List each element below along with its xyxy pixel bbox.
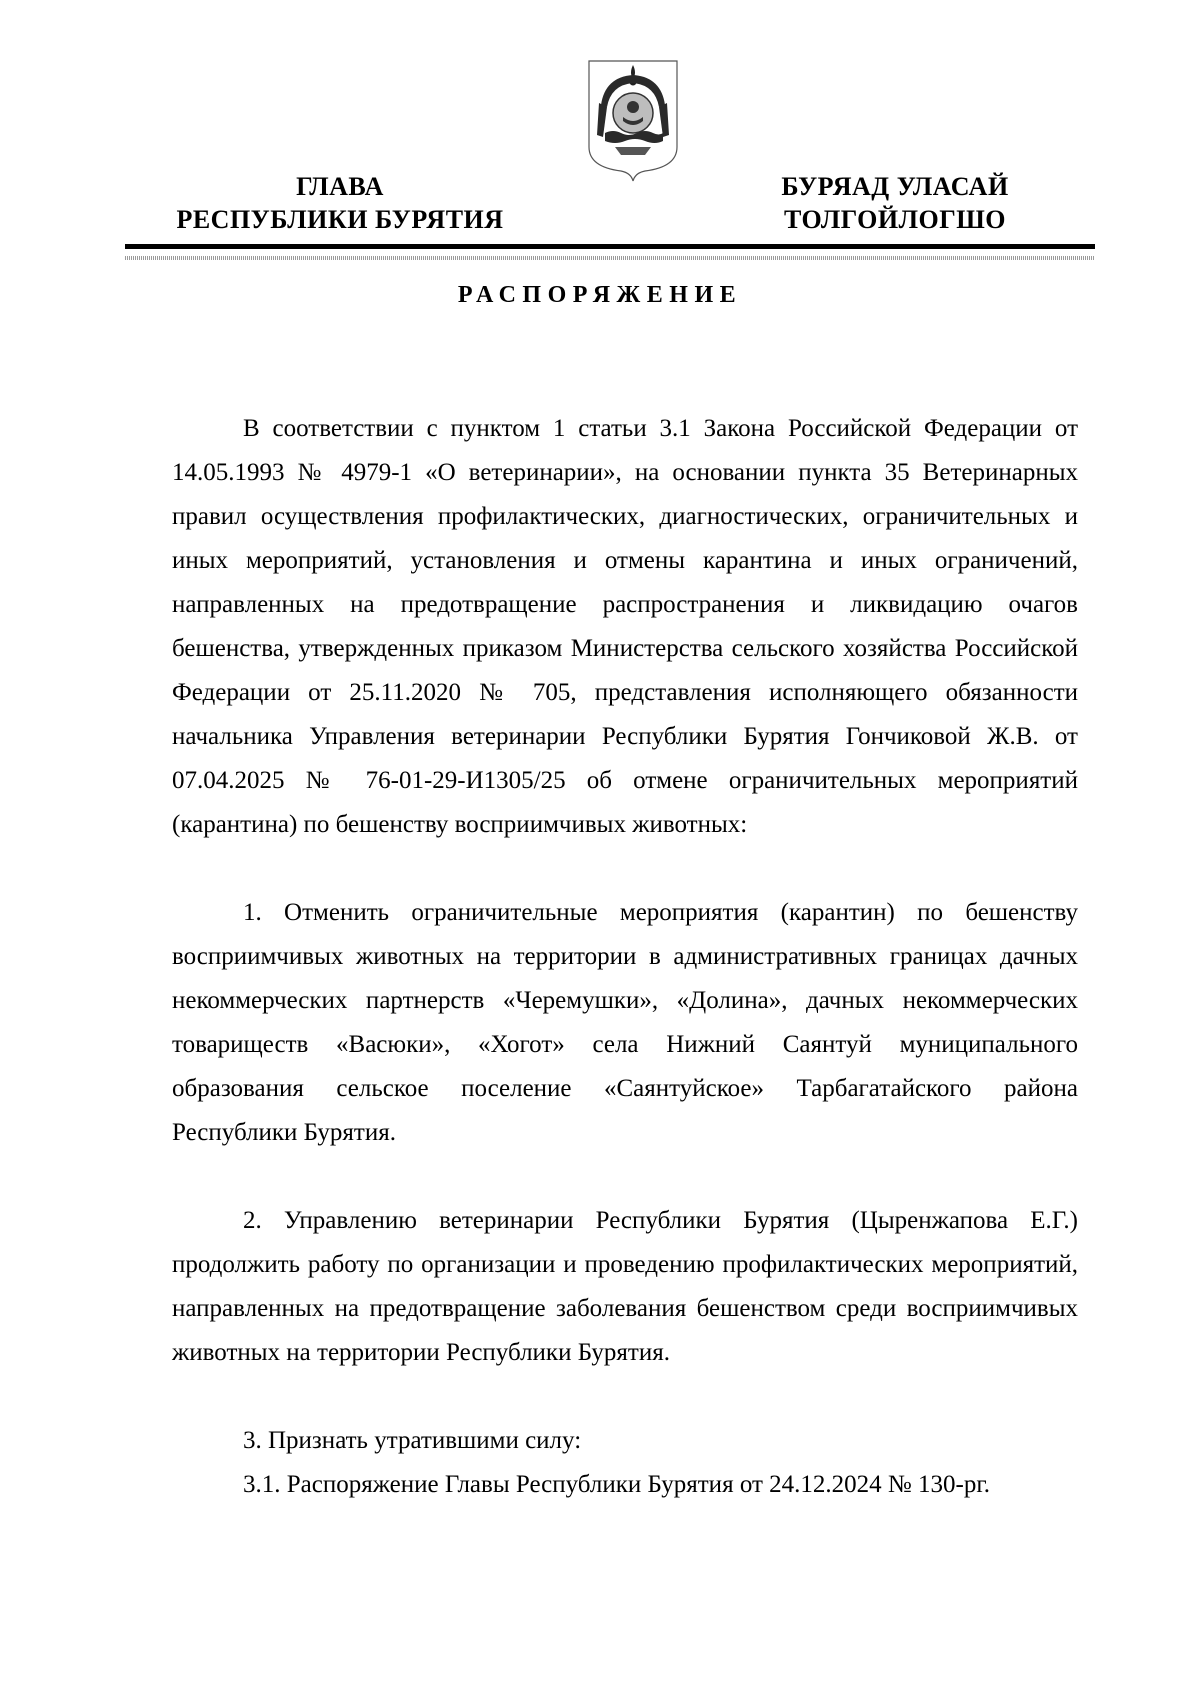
item-3-1-paragraph: 3.1. Распоряжение Главы Республики Бурятия от 24.12.2024 № 130-рг.: [243, 1471, 991, 1498]
header-right-line1: БУРЯАД УЛАСАЙ: [781, 172, 1009, 201]
header-divider-thin: [125, 256, 1095, 260]
item-1-paragraph: 1. Отменить ограничительные мероприятия (карантин) по бешенству восприимчивых животных на территории в административных границах дачных некоммерческих партнерств «Черемушки», «Долина», дачных некоммерческих товариществ «Васюки», «Хогот» села Нижний Саянтуй муниципального образования сельское поселение «Саянтуйское» Тарбагатайского района Республики Бурятия.: [172, 899, 1078, 1146]
header-divider-thick: [125, 244, 1095, 249]
item-2-paragraph: 2. Управлению ветеринарии Республики Бурятия (Цыренжапова Е.Г.) продолжить работу по организации и проведению профилактических мероприятий, направленных на предотвращение заболевания бешенством среди восприимчивых животных на территории Республики Бурятия.: [172, 1207, 1078, 1366]
header-right-line2: ТОЛГОЙЛОГШО: [783, 205, 1007, 234]
item-3-paragraph: 3. Признать утратившими силу:: [243, 1427, 582, 1454]
coat-of-arms-icon: [585, 55, 681, 183]
header-left-line2: РЕСПУБЛИКИ БУРЯТИЯ: [176, 205, 504, 234]
preamble-paragraph: В соответствии с пунктом 1 статьи 3.1 Закона Российской Федерации от 14.05.1993 № 4979-1 «О ветеринарии», на основании пункта 35 Ветеринарных правил осуществления профилактических, диагностических, ограничительных и иных мероприятий, установления и отмены карантина и иных ограничений, направленных на предотвращение распространения и ликвидацию очагов бешенства, утвержденных приказом Министерства сельского хозяйства Российской Федерации от 25.11.2020 № 705, представления исполняющего обязанности начальника Управления ветеринарии Республики Бурятия Гончиковой Ж.В. от 07.04.2025 № 76-01-29-И1305/25 об отмене ограничительных мероприятий (карантина) по бешенству восприимчивых животных:: [172, 415, 1078, 838]
header-right-title: [720, 170, 1070, 236]
header-left-line1: ГЛАВА: [296, 172, 384, 201]
document-body: [172, 407, 1078, 1507]
document-title: РАСПОРЯЖЕНИЕ: [457, 282, 743, 308]
header-left-title: [130, 170, 550, 236]
